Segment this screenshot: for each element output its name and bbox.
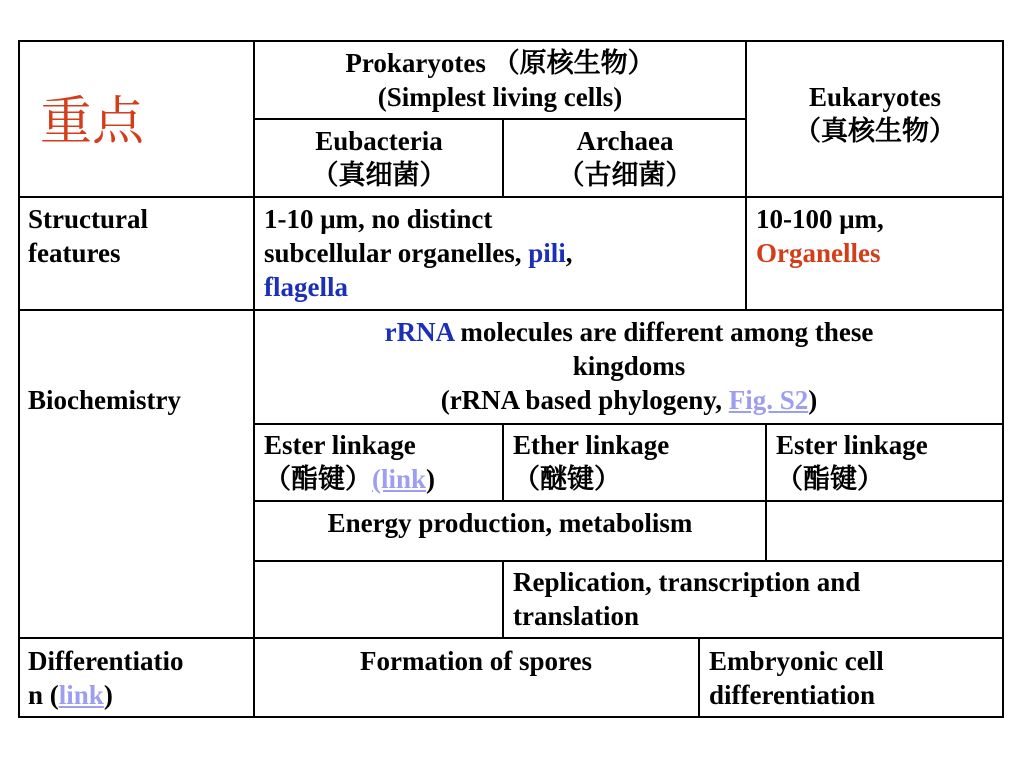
structural-label-line2: features bbox=[28, 238, 121, 268]
prokaryotes-header-line1: Prokaryotes （原核生物） bbox=[345, 48, 655, 78]
prokaryotes-header-line2: (Simplest living cells) bbox=[377, 82, 623, 112]
biochemistry-label: Biochemistry bbox=[28, 385, 181, 415]
structural-label-line1: Structural bbox=[28, 204, 148, 234]
eubacteria-linkage-line1: Ester linkage bbox=[264, 430, 416, 460]
structural-prok-organelles-text: subcellular organelles, bbox=[264, 238, 529, 268]
structural-euk-line1: 10-100 μm, bbox=[756, 204, 884, 234]
rrna-line3 bbox=[256, 383, 1002, 417]
rule-linkage-2 bbox=[765, 423, 767, 561]
eubacteria-linkage bbox=[264, 428, 500, 496]
rule-biochem-bottom bbox=[18, 637, 1004, 639]
eukaryotes-linkage bbox=[776, 428, 1002, 496]
differentiation-link[interactable]: link bbox=[58, 680, 104, 710]
rule-differentiation bbox=[698, 637, 700, 718]
differentiation-label bbox=[28, 644, 252, 712]
rule-replication bbox=[502, 560, 504, 638]
structural-eukaryotes bbox=[756, 202, 1000, 270]
replication-line1: Replication, transcription and bbox=[513, 567, 861, 597]
eubacteria-header bbox=[256, 124, 502, 192]
prokaryotes-header bbox=[256, 46, 744, 114]
eukaryotes-header bbox=[748, 80, 1002, 148]
archaea-header bbox=[504, 124, 746, 192]
archaea-linkage-line1: Ether linkage bbox=[513, 430, 670, 460]
eubacteria-linkage-line2 bbox=[264, 462, 500, 496]
rrna-line1-rest: molecules are different among these bbox=[453, 317, 874, 347]
eubacteria-header-line1: Eubacteria bbox=[315, 126, 443, 156]
pili-comma: , bbox=[565, 238, 573, 268]
archaea-header-line2: （古细菌） bbox=[557, 160, 693, 190]
flagella-term: flagella bbox=[264, 272, 348, 302]
pili-term: pili bbox=[528, 238, 566, 268]
ester-link[interactable]: (link bbox=[372, 464, 427, 494]
structural-prokaryotes bbox=[264, 202, 742, 304]
eubacteria-header-line2: （真细菌） bbox=[311, 160, 447, 190]
spore-formation: Formation of spores bbox=[360, 646, 592, 676]
rule-rrna-bottom bbox=[254, 423, 1004, 425]
eukaryotes-header-line2: （真核生物） bbox=[794, 116, 956, 146]
rule-energy-bottom bbox=[254, 560, 1004, 562]
rule-label-col bbox=[253, 40, 255, 718]
embryonic-differentiation bbox=[709, 644, 1001, 712]
ester-bond-chinese: （酯键） bbox=[264, 464, 372, 494]
rule-structural-bottom bbox=[18, 309, 1004, 311]
differentiation-label-line1: Differentiatio bbox=[28, 646, 184, 676]
rrna-term: rRNA bbox=[384, 317, 454, 347]
fig-s2-link[interactable]: Fig. S2 bbox=[728, 385, 809, 415]
rule-linkage-1 bbox=[502, 423, 504, 501]
rrna-line2: kingdoms bbox=[572, 351, 686, 381]
ester-link-close: ) bbox=[426, 464, 436, 494]
embryonic-line1: Embryonic cell bbox=[709, 646, 884, 676]
structural-label bbox=[28, 202, 148, 270]
rrna-line3-post: ) bbox=[808, 385, 818, 415]
rrna-line3-pre: (rRNA based phylogeny, bbox=[440, 385, 729, 415]
eukaryotes-linkage-line1: Ester linkage bbox=[776, 430, 928, 460]
eukaryotes-header-line1: Eukaryotes bbox=[808, 82, 941, 112]
differentiation-label-line2 bbox=[28, 678, 252, 712]
energy-production: Energy production, metabolism bbox=[327, 508, 693, 538]
replication-line2: translation bbox=[513, 601, 640, 631]
rule-header-bottom bbox=[18, 196, 1004, 198]
archaea-header-line1: Archaea bbox=[576, 126, 674, 156]
structural-prok-line2 bbox=[264, 236, 742, 270]
rule-prok-header bbox=[254, 118, 746, 120]
structural-prok-line1: 1-10 μm, no distinct bbox=[264, 204, 493, 234]
replication-transcription bbox=[513, 565, 1001, 633]
embryonic-line2: differentiation bbox=[709, 680, 875, 710]
archaea-linkage-line2: （醚键） bbox=[513, 464, 621, 494]
differentiation-label-pre: n ( bbox=[28, 680, 59, 710]
differentiation-label-post: ) bbox=[103, 680, 113, 710]
rrna-statement bbox=[256, 315, 1002, 417]
archaea-linkage bbox=[513, 428, 763, 496]
rule-linkage-bottom bbox=[254, 500, 1004, 502]
eukaryotes-linkage-line2: （酯键） bbox=[776, 464, 884, 494]
page-title: 重点 bbox=[40, 92, 145, 152]
rrna-line1 bbox=[256, 315, 1002, 349]
organelles-term: Organelles bbox=[756, 238, 881, 268]
